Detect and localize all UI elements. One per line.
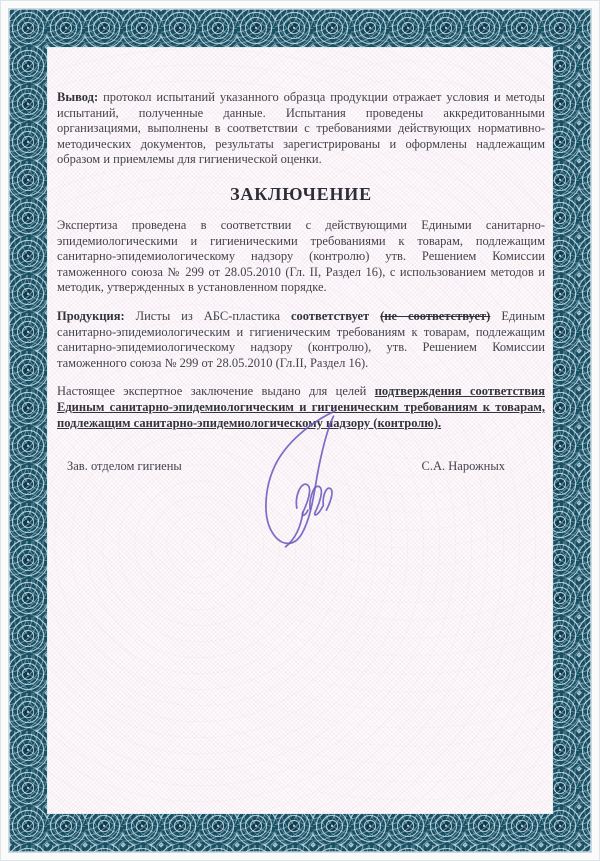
- conclusion-label: Вывод:: [57, 90, 99, 104]
- product-conforms: соответствует: [290, 308, 370, 323]
- signer-name: С.А. Нарожных: [421, 459, 505, 474]
- purpose-underlined: подтверждения соответствия Единым санитарно-эпидемиологическим и гигиеническим требованиям к товарам, подлежащим санитарно-эпидемиологическому надзору (контролю).: [57, 384, 546, 430]
- product-paragraph: [57, 309, 545, 371]
- product-text-before: Листы из АБС-пластика: [135, 308, 280, 323]
- purpose-paragraph: [57, 384, 545, 431]
- product-label: Продукция:: [57, 308, 125, 323]
- signer-position: Зав. отделом гигиены: [67, 459, 182, 474]
- expertise-paragraph: Экспертиза проведена в соответствии с действующими Едиными санитарно-эпидемиологическими и гигиеническими требованиями к товарам, подлежащим санитарно-эпидемиологическому надзору (контролю) утв. Решением Комиссии таможенного союза № 299 от 28.05.2010 (Гл. II, Раздел 16), с использованием методов и методик, утвержденных в установленном порядке.: [57, 217, 545, 295]
- signature-row: [57, 459, 545, 475]
- page-title: ЗАКЛЮЧЕНИЕ: [230, 183, 372, 204]
- conclusion-text: протокол испытаний указанного образца продукции отражает условия и методы испытаний, полученные данные. Испытания проведены аккредитованными организациями, выполнены в соответствии с требованиями действующих нормативно-методических документов, результаты зарегистрированы и оформлены надлежащим образом и приемлемы для гигиенической оценки.: [57, 90, 545, 167]
- purpose-intro: Настоящее экспертное заключение выдано для целей: [57, 384, 367, 399]
- conclusion-paragraph: [57, 90, 545, 168]
- product-text-after: Единым санитарно-эпидемиологическим и гигиеническим требованиям к товарам, подлежащим санитарно-эпидемиологическому надзору (контролю), утв. Решением Комиссии таможенного союза № 299 от 28.05.2010 (Гл.II, Раздел 16).: [57, 308, 546, 370]
- document-content: [57, 90, 545, 475]
- product-not-conforms-strikethrough: (не соответствует): [380, 308, 491, 323]
